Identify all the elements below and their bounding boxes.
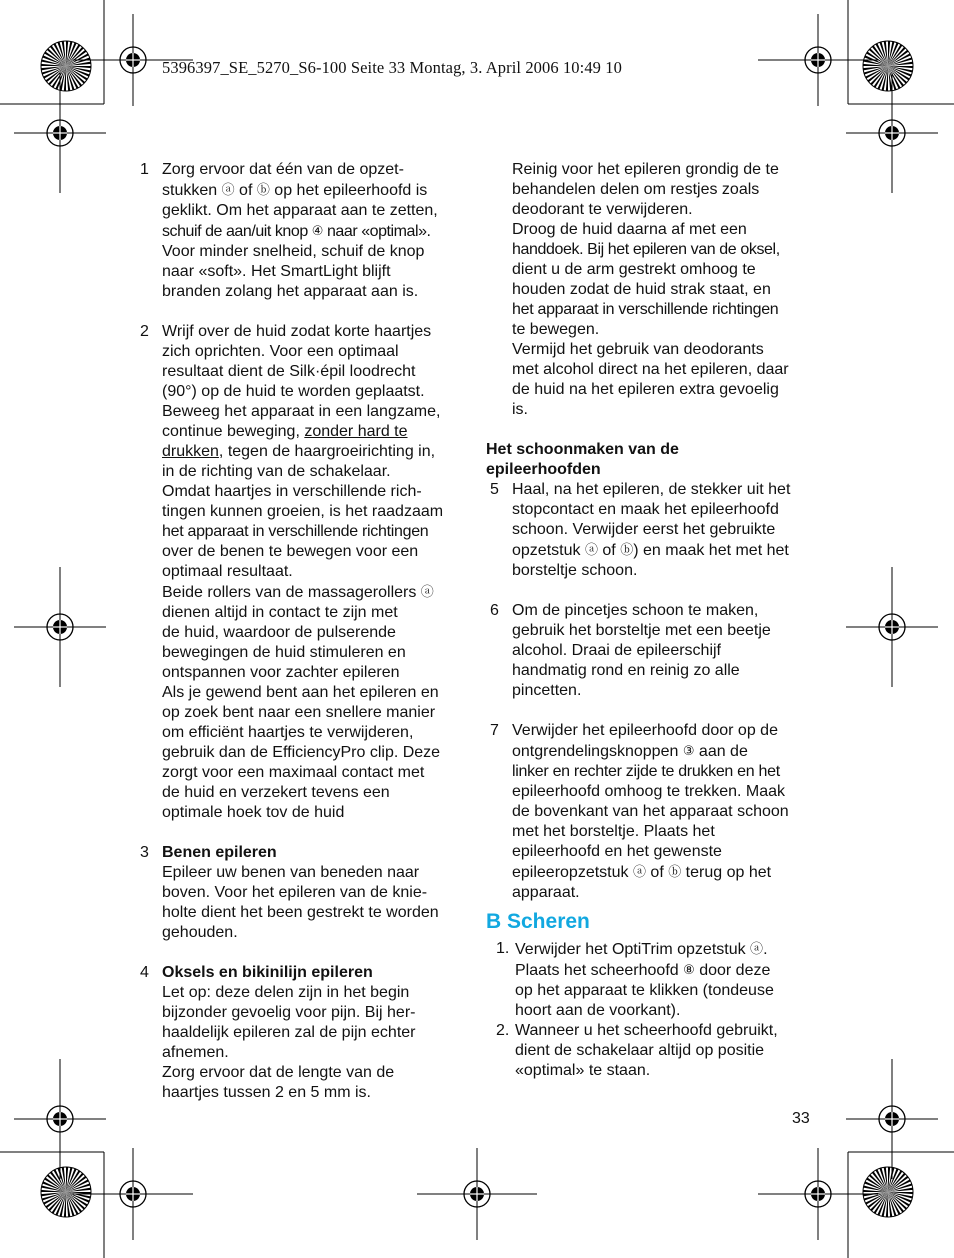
step-number: 1 xyxy=(140,161,149,178)
text-line: boven. Voor het epileren van de knie- xyxy=(162,884,428,901)
part-ref-1a: ⓐ xyxy=(632,864,646,879)
heading-line: epileerhoofden xyxy=(486,461,601,478)
part-ref-4: ④ xyxy=(311,223,323,238)
text-line: Als je gewend bent aan het epileren en xyxy=(162,684,439,701)
left-column xyxy=(136,160,466,1103)
shaving-step-1 xyxy=(486,939,812,1021)
step-title: Benen epileren xyxy=(162,844,277,861)
text-line: apparaat. xyxy=(512,884,580,901)
step-number: 1. xyxy=(496,940,510,957)
text-line: te bewegen. xyxy=(512,321,600,338)
text-line: optimale hoek tov de huid xyxy=(162,804,345,821)
text-line: dienen altijd in contact te zijn met xyxy=(162,604,398,621)
step-5 xyxy=(486,480,812,581)
step-2 xyxy=(136,322,466,823)
text-line: Om de pincetjes schoon te maken, xyxy=(512,602,759,619)
text-line: naar «soft». Het SmartLight blijft xyxy=(162,263,391,280)
text-line: Zorg ervoor dat de lengte van de xyxy=(162,1064,395,1081)
text-line: haaldelijk epileren zal de pijn echter xyxy=(162,1024,416,1041)
heading-line: Het schoonmaken van de xyxy=(486,441,679,458)
step-3 xyxy=(136,843,466,943)
text-line: optimaal resultaat. xyxy=(162,563,293,580)
step-number: 3 xyxy=(140,844,149,861)
text-line: Wrijf over de huid zodat korte haartjes xyxy=(162,323,432,340)
text-line: stopcontact en maak het epileerhoofd xyxy=(512,501,779,518)
step-number: 4 xyxy=(140,964,149,981)
text-line: Droog de huid daarna af met een xyxy=(512,221,747,238)
text-line: met het borsteltje. Plaats het xyxy=(512,823,715,840)
part-ref-1a: ⓐ xyxy=(584,542,598,557)
text-line: hoort aan de voorkant). xyxy=(515,1002,681,1019)
text-line: Haal, na het epileren, de stekker uit het xyxy=(512,481,791,498)
text-line: bewegingen de huid stimuleren en xyxy=(162,644,406,661)
text-line: borsteltje schoon. xyxy=(512,562,638,579)
text-line: dient de schakelaar altijd op positie xyxy=(515,1042,765,1059)
text-line: de huid en verzekert tevens een xyxy=(162,784,390,801)
text-line: Voor minder snelheid, schuif de knop xyxy=(162,243,425,260)
section-title: B Scheren xyxy=(486,910,590,933)
text-line: pincetten. xyxy=(512,682,582,699)
print-header: 5396397_SE_5270_S6-100 Seite 33 Montag, 3. April 2006 10:49 10 xyxy=(162,58,622,77)
text-line: continue beweging, zonder hard te xyxy=(162,423,408,440)
step-1 xyxy=(136,160,466,302)
text-line: Omdat haartjes in verschillende rich- xyxy=(162,483,422,500)
part-ref-1b: ⓑ xyxy=(256,182,270,197)
text-line: schoon. Verwijder eerst het gebruikte xyxy=(512,521,776,538)
part-ref-1a: ⓐ xyxy=(420,584,434,599)
text-line: epileeropzetstuk ⓐ of ⓑ terug op het xyxy=(512,864,772,881)
text-line: gebruik het borsteltje met een beetje xyxy=(512,622,771,639)
part-ref-8: ⑧ xyxy=(683,962,695,977)
text-line: is. xyxy=(512,401,528,418)
text-line: Let op: deze delen zijn in het begin xyxy=(162,984,410,1001)
text-line: op het apparaat te klikken (tondeuse xyxy=(515,982,774,999)
text-line: Beweeg het apparaat in een langzame, xyxy=(162,403,441,420)
text-line: alcohol. Draai de epileerschijf xyxy=(512,642,721,659)
text-line: Vermijd het gebruik van deodorants xyxy=(512,341,764,358)
text-line: met alcohol direct na het epileren, daar xyxy=(512,361,789,378)
step-number: 6 xyxy=(490,602,499,619)
text-line: ontspannen voor zachter epileren xyxy=(162,664,400,681)
text-line: zorgt voor een maximaal contact met xyxy=(162,764,425,781)
text-line: Zorg ervoor dat één van de opzet- xyxy=(162,161,404,178)
step-number: 2 xyxy=(140,323,149,340)
text-line: dient u de arm gestrekt omhoog te xyxy=(512,261,756,278)
text-line: bijzonder gevoelig voor pijn. Bij her- xyxy=(162,1004,416,1021)
text-line: Epileer uw benen van beneden naar xyxy=(162,864,420,881)
text-line: Verwijder het epileerhoofd door op de xyxy=(512,722,778,739)
part-ref-1a: ⓐ xyxy=(221,182,235,197)
text-line: de huid, waardoor de pulserende xyxy=(162,624,396,641)
part-ref-1b: ⓑ xyxy=(620,542,634,557)
text-line: deodorant te verwijderen. xyxy=(512,201,693,218)
step-7 xyxy=(486,721,812,903)
step-title: Oksels en bikinilijn epileren xyxy=(162,964,373,981)
text-line: handdoek. Bij het epileren van de oksel, xyxy=(512,241,780,258)
text-line: op zoek bent naar een snellere manier xyxy=(162,704,436,721)
text-line: stukken ⓐ of ⓑ op het epileerhoofd is xyxy=(162,182,428,199)
text-line: in de richting van de schakelaar. xyxy=(162,463,391,480)
text-line: gehouden. xyxy=(162,924,238,941)
right-column xyxy=(486,160,812,1081)
step-4-continued xyxy=(486,160,812,420)
text-line: haartjes tussen 2 en 5 mm is. xyxy=(162,1084,371,1101)
step-4 xyxy=(136,963,466,1103)
text-line: zich oprichten. Voor een optimaal xyxy=(162,343,399,360)
text-line: om efficiënt haartjes te verwijderen, xyxy=(162,724,414,741)
shaving-step-2 xyxy=(486,1021,812,1081)
text-line: linker en rechter zijde te drukken en het xyxy=(512,763,780,780)
text-line: ontgrendelingsknoppen ③ aan de xyxy=(512,743,748,760)
text-line: Reinig voor het epileren grondig de te xyxy=(512,161,779,178)
step-6 xyxy=(486,601,812,701)
text-line: epileerhoofd omhoog te trekken. Maak xyxy=(512,783,786,800)
text-line: drukken, tegen de haargroeirichting in, xyxy=(162,443,436,460)
text-line: handmatig rond en reinig zo alle xyxy=(512,662,740,679)
text-line: het apparaat in verschillende richtingen xyxy=(512,301,779,318)
text-line: gebruik dan de EfficiencyPro clip. Deze xyxy=(162,744,441,761)
text-line: de bovenkant van het apparaat schoon xyxy=(512,803,789,820)
text-line: over de benen te bewegen voor een xyxy=(162,543,419,560)
text-line: holte dient het been gestrekt te worden xyxy=(162,904,439,921)
text-line: (90°) op de huid te worden geplaatst. xyxy=(162,383,425,400)
text-line: afnemen. xyxy=(162,1044,229,1061)
text-line: tingen kunnen groeien, is het raadzaam xyxy=(162,503,444,520)
part-ref-3: ③ xyxy=(682,743,695,758)
text-line: «optimal» te staan. xyxy=(515,1062,651,1079)
text-line: behandelen delen om restjes zoals xyxy=(512,181,760,198)
text-line: resultaat dient de Silk·épil loodrecht xyxy=(162,363,416,380)
text-line: Wanneer u het scheerhoofd gebruikt, xyxy=(515,1022,778,1039)
text-line: de huid na het epileren extra gevoelig xyxy=(512,381,779,398)
text-line: schuif de aan/uit knop ④ naar «optimal». xyxy=(162,223,431,240)
step-number: 2. xyxy=(496,1022,510,1039)
step-number: 7 xyxy=(490,722,499,739)
text-line: epileerhoofd en het gewenste xyxy=(512,843,722,860)
text-line: Verwijder het OptiTrim opzetstuk ⓐ. xyxy=(515,941,768,958)
text-line: het apparaat in verschillende richtingen xyxy=(162,523,429,540)
part-ref-8a: ⓐ xyxy=(750,941,764,956)
text-line: branden zolang het apparaat aan is. xyxy=(162,283,419,300)
page-number: 33 xyxy=(792,1110,810,1127)
step-number: 5 xyxy=(490,481,499,498)
text-line: opzetstuk ⓐ of ⓑ) en maak het met het xyxy=(512,542,789,559)
text-line: Plaats het scheerhoofd ⑧ door deze xyxy=(515,962,771,979)
cleaning-heading xyxy=(486,440,812,480)
text-line: Beide rollers van de massagerollers ⓐ xyxy=(162,584,434,601)
text-line: houden zodat de huid strak staat, en xyxy=(512,281,771,298)
part-ref-1b: ⓑ xyxy=(668,864,682,879)
text-line: geklikt. Om het apparaat aan te zetten, xyxy=(162,202,438,219)
